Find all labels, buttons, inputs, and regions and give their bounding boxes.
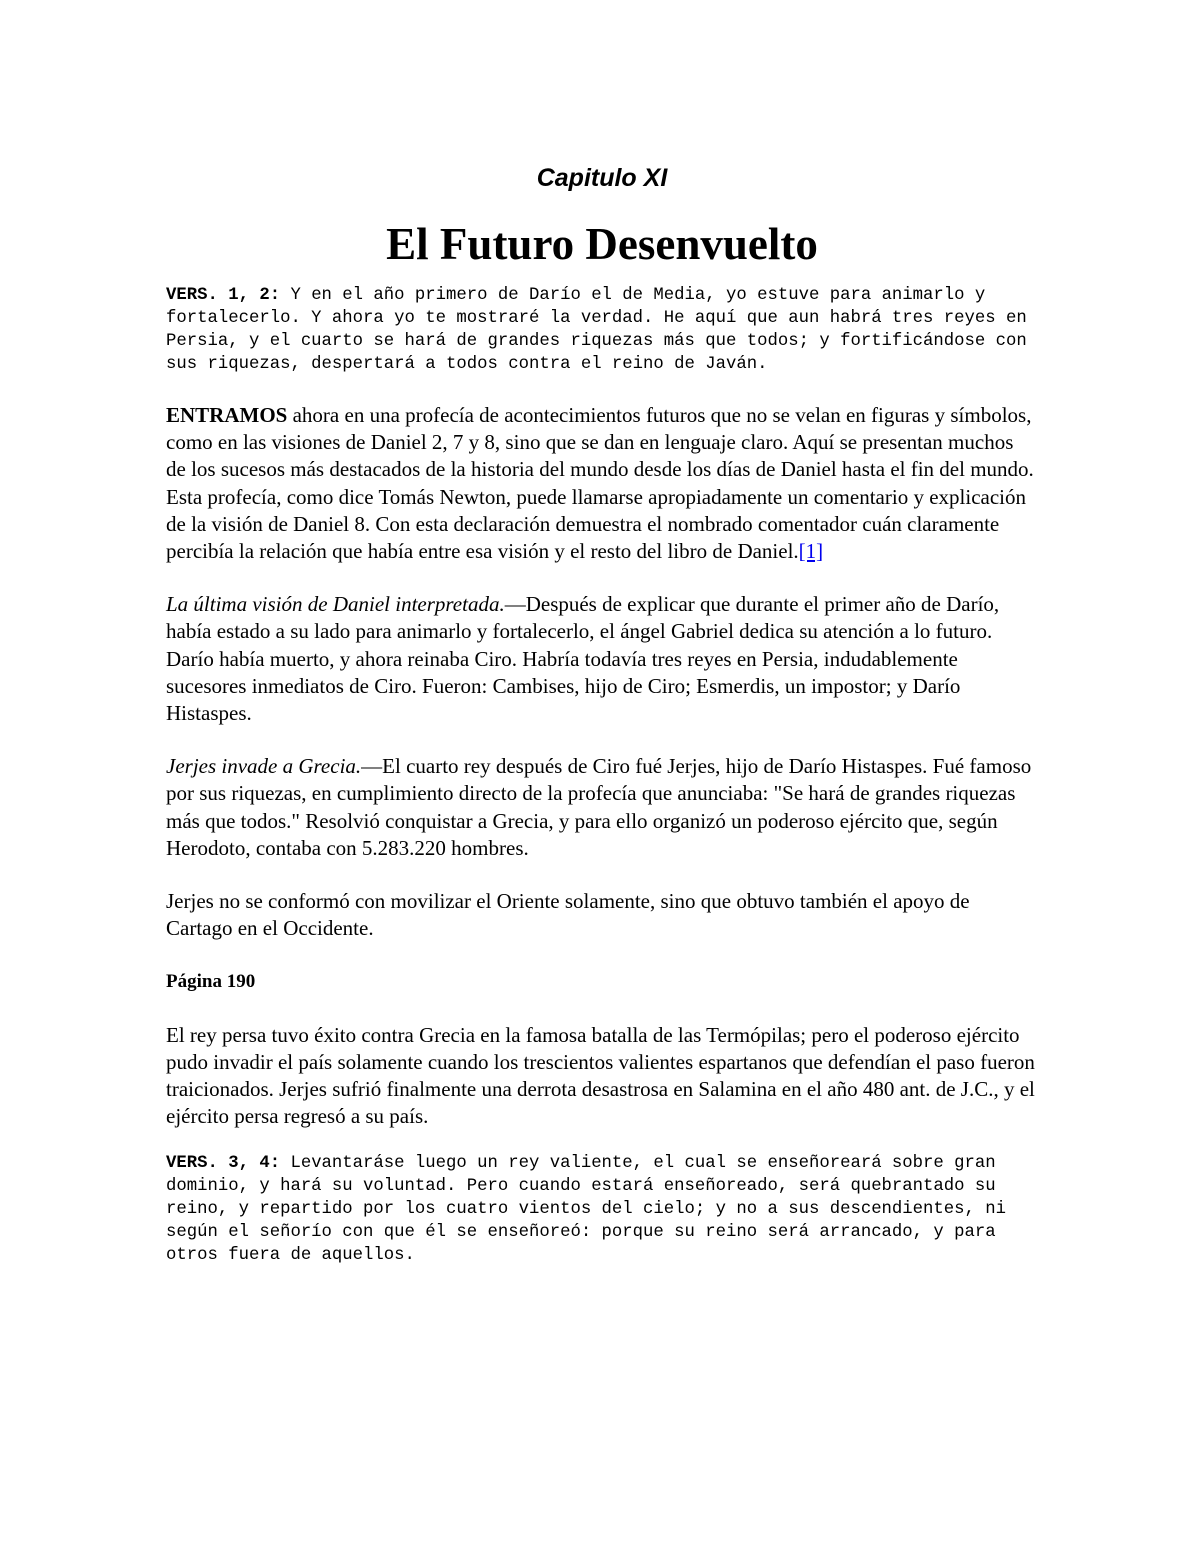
verse-text-1: Y en el año primero de Darío el de Media, yo estuve para animarlo y fortalecerlo. Y ahora yo te mostraré la verdad. He aquí que aun habrá tres reyes en Persia, y el cuarto se hará de grandes riquezas más que todos; y fortificándose con sus riquezas, despertará a todos contra el reino de Javán. — [166, 286, 1038, 374]
paragraph-intro-text: ahora en una profecía de acontecimientos futuros que no se velan en figuras y símbolos, como en las visiones de Daniel 2, 7 y 8, sino que se dan en lenguaje claro. Aquí se presentan muchos de los sucesos más destacados de la historia del mundo desde los días de Daniel hasta el fin del mundo. Esta profecía, como dice Tomás Newton, puede llamarse apropiadamente un comentario y explicación de la visión de Daniel 8. Con esta declaración demuestra el nombrado comentador cuán claramente percibía la relación que había entre esa visión y el resto del libro de Daniel. — [166, 403, 1034, 564]
paragraph-intro — [166, 402, 1038, 565]
verse-block-2 — [166, 1152, 1038, 1267]
paragraph-xerxes — [166, 753, 1038, 862]
verse-text-2: Levantaráse luego un rey valiente, el cual se enseñoreará sobre gran dominio, y hará su voluntad. Pero cuando estará enseñoreado, será quebrantado su reino, y repartido por los cuatro vientos del cielo; y no a sus descendientes, ni según el señorío con que él se enseñoreó: porque su reino será arrancado, y para otros fuera de aquellos. — [166, 1154, 1017, 1266]
section-heading-xerxes: Jerjes invade a Grecia. — [166, 754, 362, 779]
paragraph-thermopylae: El rey persa tuvo éxito contra Grecia en la famosa batalla de las Termópilas; pero el poderoso ejército pudo invadir el país solamente cuando los trescientos valientes espartanos que defendían el paso fueron traicionados. Jerjes sufrió finalmente una derrota desastrosa en Salamina en el año 480 ant. de J.C., y el ejército persa regresó a su país. — [166, 1022, 1035, 1129]
verse-ref-1: VERS. 1, 2: — [166, 286, 281, 305]
document-page — [166, 160, 1038, 1267]
verse-block-1 — [166, 284, 1038, 376]
chapter-heading: Capitulo XI — [536, 164, 668, 192]
footnote-link-1[interactable]: [1] — [798, 539, 824, 564]
paragraph-lead-word: ENTRAMOS — [166, 403, 288, 427]
paragraph-last-vision-text: —Después de explicar que durante el primer año de Darío, había estado a su lado para animarlo y fortalecerlo, el ángel Gabriel dedica su atención a lo futuro. Darío había muerto, y ahora reinaba Ciro. Habría todavía tres reyes en Persia, indudablemente sucesores inmediatos de Ciro. Fueron: Cambises, hijo de Ciro; Esmerdis, un impostor; y Darío Histaspes. — [166, 592, 1000, 726]
section-heading-last-vision: La última visión de Daniel interpretada. — [166, 592, 505, 617]
paragraph-orient: Jerjes no se conformó con movilizar el Oriente solamente, sino que obtuvo también el apoyo de Cartago en el Occidente. — [166, 889, 970, 941]
page-number: Página 190 — [166, 971, 256, 993]
page-title: El Futuro Desenvuelto — [386, 219, 818, 269]
verse-ref-2: VERS. 3, 4: — [166, 1154, 281, 1174]
paragraph-xerxes-text: —El cuarto rey después de Ciro fué Jerjes, hijo de Darío Histaspes. Fué famoso por sus riquezas, en cumplimiento directo de la profecía que anunciaba: "Se hará de grandes riquezas más que todos." Resolvió conquistar a Grecia, y para ello organizó un poderoso ejército que, según Herodoto, contaba con 5.283.220 hombres. — [166, 754, 1032, 860]
paragraph-last-vision — [166, 591, 1038, 727]
